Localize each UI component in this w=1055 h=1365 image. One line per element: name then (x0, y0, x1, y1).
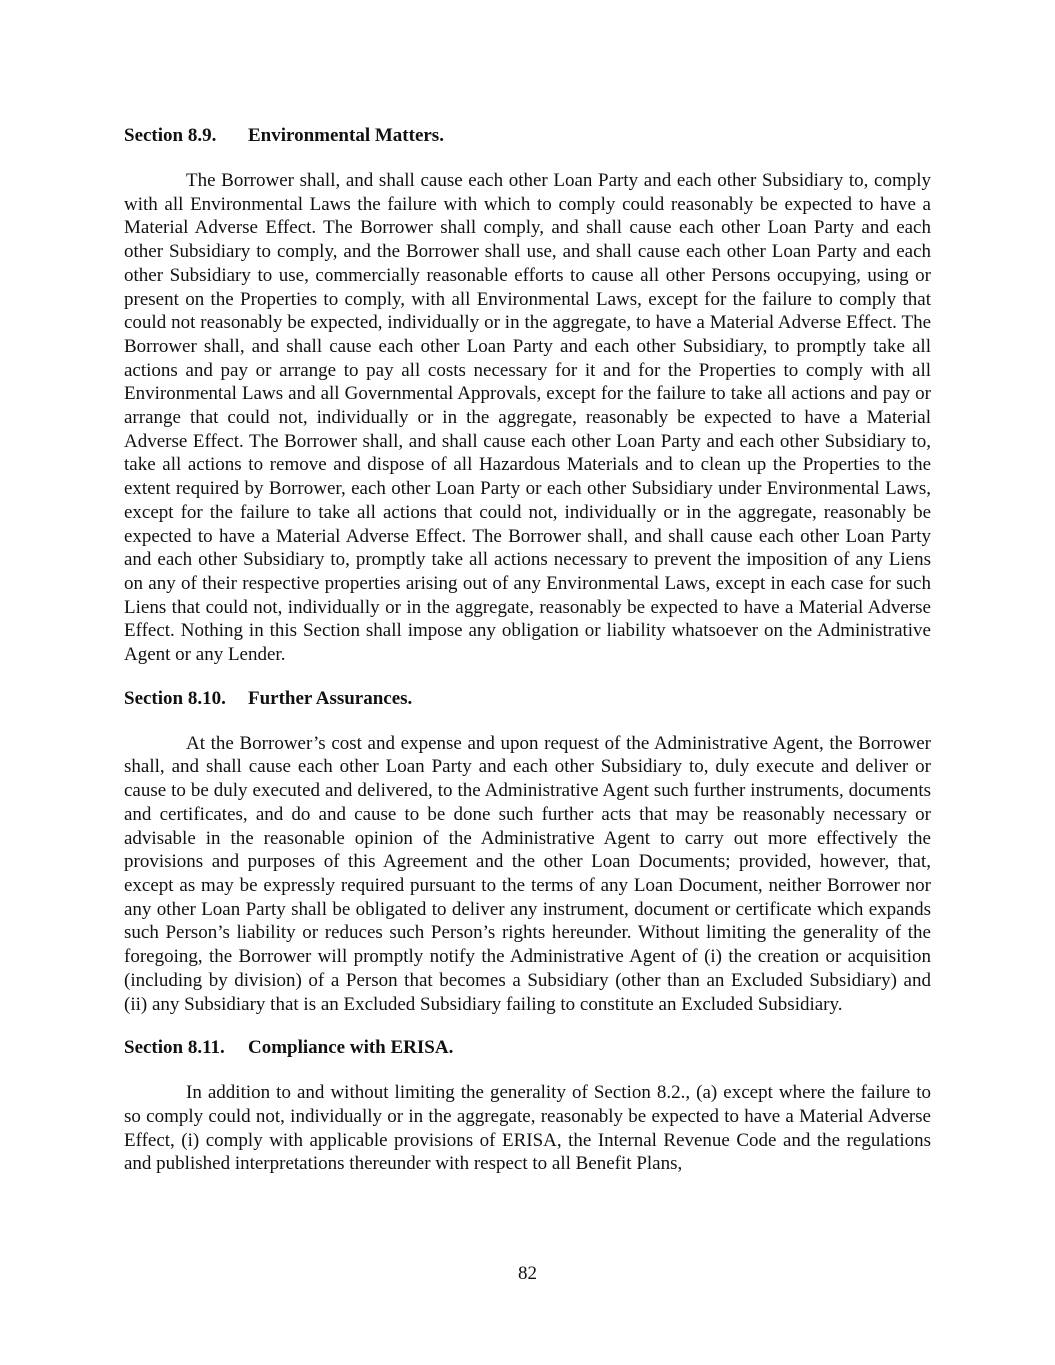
page-number: 82 (518, 1263, 537, 1284)
section-title: Compliance with ERISA. (248, 1037, 454, 1059)
document-page (124, 124, 931, 1176)
section-number: Section 8.9. (124, 125, 217, 146)
section-title: Further Assurances. (248, 687, 413, 709)
section-number: Section 8.10. (124, 687, 226, 709)
section-heading (124, 1036, 931, 1060)
section-number: Section 8.11. (124, 1037, 225, 1059)
section-body: The Borrower shall, and shall cause each other Loan Party and each other Subsidiary to, comply with all Environmental Laws the failure with which to comply could reasonably be expected to have a Material Adverse Effect. The Borrower shall comply, and shall cause each other Loan Party and each other Subsidiary to comply, and the Borrower shall use, and shall cause each other Loan Party and each other Subsidiary to use, commercially reasonable efforts to cause all other Persons occupying, using or present on the Properties to comply, with all Environmental Laws, except for the failure to comply that could not reasonably be expected, individually or in the aggregate, to have a Material Adverse Effect. The Borrower shall, and shall cause each other Loan Party and each other Subsidiary, to promptly take all actions and pay or arrange to pay all costs necessary for it and for the Properties to comply with all Environmental Laws and all Governmental Approvals, except for the failure to take all actions and pay or arrange that could not, individually or in the aggregate, reasonably be expected to have a Material Adverse Effect. The Borrower shall, and shall cause each other Loan Party and each other Subsidiary to, take all actions to remove and dispose of all Hazardous Materials and to clean up the Properties to the extent required by Borrower, each other Loan Party or each other Subsidiary under Environmental Laws, except for the failure to take all actions that could not, individually or in the aggregate, reasonably be expected to have a Material Adverse Effect. The Borrower shall, and shall cause each other Loan Party and each other Subsidiary to, promptly take all actions necessary to prevent the imposition of any Liens on any of their respective properties arising out of any Environmental Laws, except in each case for such Liens that could not, individually or in the aggregate, reasonably be expected to have a Material Adverse Effect. Nothing in this Section shall impose any obligation or liability whatsoever on the Administrative Agent or any Lender. (124, 170, 931, 666)
section-title: Environmental Matters. (248, 125, 444, 146)
section-body: At the Borrower’s cost and expense and upon request of the Administrative Agent, the Borrower shall, and shall cause each other Loan Party and each other Subsidiary to, duly execute and deliver or cause to be duly executed and delivered, to the Administrative Agent such further instruments, documents and certificates, and do and cause to be done such further acts that may be reasonably necessary or advisable in the reasonable opinion of the Administrative Agent to carry out more effectively the provisions and purposes of this Agreement and the other Loan Documents; provided, however, that, except as may be expressly required pursuant to the terms of any Loan Document, neither Borrower nor any other Loan Party shall be obligated to deliver any instrument, document or certificate which expands such Person’s liability or reduces such Person’s rights hereunder. Without limiting the generality of the foregoing, the Borrower will promptly notify the Administrative Agent of (i) the creation or acquisition (including by division) of a Person that becomes a Subsidiary (other than an Excluded Subsidiary) and (ii) any Subsidiary that is an Excluded Subsidiary failing to constitute an Excluded Subsidiary. (124, 732, 931, 1015)
section-heading (124, 687, 931, 711)
section-body: In addition to and without limiting the generality of Section 8.2., (a) except where the failure to so comply could not, individually or in the aggregate, reasonably be expected to have a Material Adverse Effect, (i) comply with applicable provisions of ERISA, the Internal Revenue Code and the regulations and published interpretations thereunder with respect to all Benefit Plans, (124, 1082, 931, 1175)
section-heading (124, 124, 931, 148)
